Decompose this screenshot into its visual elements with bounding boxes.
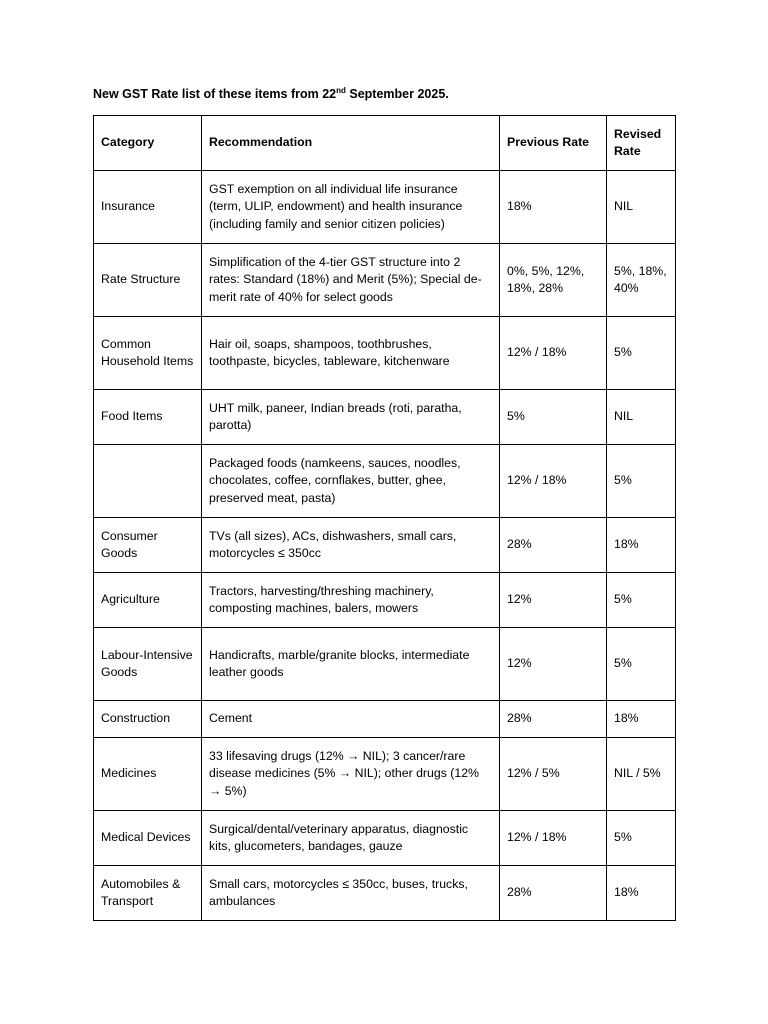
row-previous-rate: 12% / 18% xyxy=(500,445,607,518)
row-category: Construction xyxy=(94,701,202,738)
table-row xyxy=(94,573,676,628)
row-revised-rate: 5% xyxy=(607,445,676,518)
row-recommendation: Cement xyxy=(202,701,500,738)
row-recommendation: TVs (all sizes), ACs, dishwashers, small cars, motorcycles ≤ 350cc xyxy=(202,518,500,573)
row-previous-rate: 12% / 18% xyxy=(500,317,607,390)
row-category: Consumer Goods xyxy=(94,518,202,573)
row-revised-rate: 5% xyxy=(607,317,676,390)
row-recommendation: Hair oil, soaps, shampoos, toothbrushes, toothpaste, bicycles, tableware, kitchenware xyxy=(202,317,500,390)
header-previous-rate: Previous Rate xyxy=(500,116,607,171)
table-row xyxy=(94,628,676,701)
row-revised-rate: 5% xyxy=(607,628,676,701)
table-row xyxy=(94,244,676,317)
row-recommendation: Surgical/dental/veterinary apparatus, diagnostic kits, glucometers, bandages, gauze xyxy=(202,811,500,866)
title-text-suffix: September 2025. xyxy=(345,87,449,101)
row-category: Rate Structure xyxy=(94,244,202,317)
gst-rate-table xyxy=(93,115,676,921)
table-row xyxy=(94,317,676,390)
row-recommendation: UHT milk, paneer, Indian breads (roti, paratha, parotta) xyxy=(202,390,500,445)
row-category: Automobiles & Transport xyxy=(94,866,202,921)
row-previous-rate: 5% xyxy=(500,390,607,445)
row-revised-rate: NIL xyxy=(607,390,676,445)
row-previous-rate: 12% / 18% xyxy=(500,811,607,866)
row-revised-rate: NIL / 5% xyxy=(607,738,676,811)
header-recommendation: Recommendation xyxy=(202,116,500,171)
table-row xyxy=(94,701,676,738)
row-revised-rate: 18% xyxy=(607,866,676,921)
row-recommendation: GST exemption on all individual life insurance (term, ULIP, endowment) and health insurance (including family and senior citizen policies) xyxy=(202,171,500,244)
row-category: Medicines xyxy=(94,738,202,811)
table-row xyxy=(94,866,676,921)
row-revised-rate: 18% xyxy=(607,701,676,738)
row-recommendation: Packaged foods (namkeens, sauces, noodles, chocolates, coffee, cornflakes, butter, ghee, preserved meat, pasta) xyxy=(202,445,500,518)
header-revised-rate: Revised Rate xyxy=(607,116,676,171)
row-revised-rate: 5% xyxy=(607,811,676,866)
row-recommendation: Simplification of the 4-tier GST structure into 2 rates: Standard (18%) and Merit (5%); Special de-merit rate of 40% for select goods xyxy=(202,244,500,317)
row-category: Common Household Items xyxy=(94,317,202,390)
document-title xyxy=(93,87,449,101)
title-text: New GST Rate list of these items from 22 xyxy=(93,87,337,101)
table-header-row xyxy=(94,116,676,171)
row-previous-rate: 12% xyxy=(500,573,607,628)
table-row xyxy=(94,518,676,573)
row-recommendation: Tractors, harvesting/threshing machinery, composting machines, balers, mowers xyxy=(202,573,500,628)
row-previous-rate: 18% xyxy=(500,171,607,244)
row-previous-rate: 12% / 5% xyxy=(500,738,607,811)
table-row xyxy=(94,445,676,518)
row-category: Agriculture xyxy=(94,573,202,628)
row-previous-rate: 28% xyxy=(500,518,607,573)
table-row xyxy=(94,738,676,811)
row-recommendation: Small cars, motorcycles ≤ 350cc, buses, trucks, ambulances xyxy=(202,866,500,921)
row-revised-rate: NIL xyxy=(607,171,676,244)
row-previous-rate: 12% xyxy=(500,628,607,701)
row-revised-rate: 18% xyxy=(607,518,676,573)
header-category: Category xyxy=(94,116,202,171)
row-previous-rate: 28% xyxy=(500,866,607,921)
row-revised-rate: 5% xyxy=(607,573,676,628)
row-category: Food Items xyxy=(94,390,202,445)
row-category xyxy=(94,445,202,518)
row-previous-rate: 28% xyxy=(500,701,607,738)
row-category: Insurance xyxy=(94,171,202,244)
row-previous-rate: 0%, 5%, 12%, 18%, 28% xyxy=(500,244,607,317)
table-row xyxy=(94,811,676,866)
row-category: Medical Devices xyxy=(94,811,202,866)
table-row xyxy=(94,390,676,445)
row-recommendation: 33 lifesaving drugs (12% → NIL); 3 cancer/rare disease medicines (5% → NIL); other drugs (12% → 5%) xyxy=(202,738,500,811)
row-revised-rate: 5%, 18%, 40% xyxy=(607,244,676,317)
title-superscript: nd xyxy=(336,85,346,95)
row-recommendation: Handicrafts, marble/granite blocks, intermediate leather goods xyxy=(202,628,500,701)
row-category: Labour-Intensive Goods xyxy=(94,628,202,701)
table-row xyxy=(94,171,676,244)
